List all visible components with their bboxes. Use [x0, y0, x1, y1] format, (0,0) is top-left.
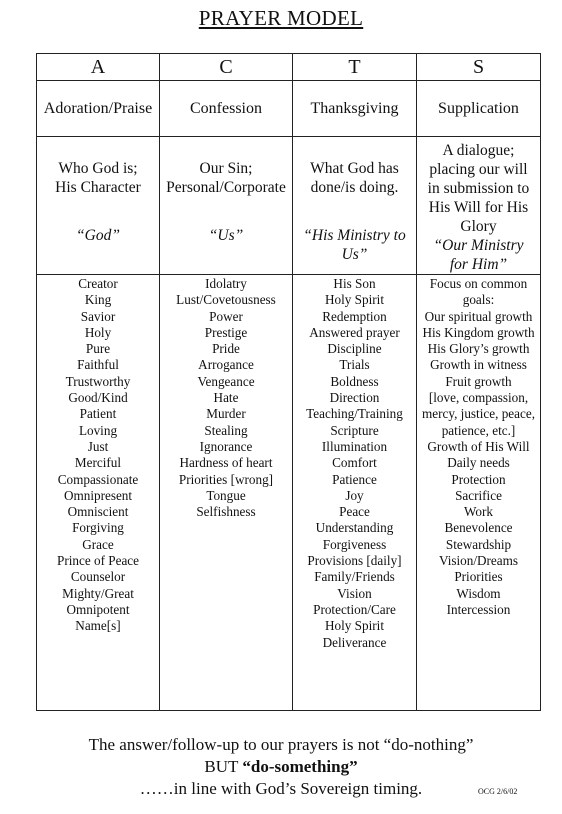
description-line: Our Sin; [199, 160, 253, 177]
list-item: Tongue [206, 487, 246, 503]
list-item: Good/Kind [68, 390, 128, 406]
headings-row [37, 81, 541, 137]
list-item: Family/Friends [314, 569, 395, 585]
list-item: [love, compassion, mercy, justice, peace, patience, etc.] [421, 390, 535, 438]
list-item: Omnipresent [63, 487, 133, 503]
list-item: Forgiving [72, 520, 124, 536]
list-item: Pure [85, 341, 111, 357]
description-adoration [37, 137, 160, 275]
list-item: Our spiritual growth [424, 308, 533, 324]
heading-confession: Confession [160, 81, 293, 137]
list-item: Ignorance [199, 438, 253, 454]
list-item: Teaching/Training [306, 406, 403, 422]
list-item: Growth of His Will [427, 438, 530, 454]
description-line: placing our will [429, 161, 528, 178]
list-item: Sacrifice [455, 487, 502, 503]
letter-cell-s: S [417, 54, 541, 81]
list-item: Compassionate [57, 471, 139, 487]
footer-line-2-emphasis: “do-something” [242, 757, 358, 776]
list-item: Name[s] [75, 618, 121, 634]
description-line: What God has [310, 160, 399, 177]
description-tag: “Our Ministry for Him” [433, 237, 524, 273]
list-item: Direction [329, 390, 380, 406]
description-line: His Character [55, 179, 141, 196]
page-title: PRAYER MODEL [198, 6, 364, 30]
description-line: in submission to [427, 180, 530, 197]
list-item: Vision/Dreams [438, 553, 519, 569]
list-item: Patience [332, 471, 377, 487]
description-thanksgiving [293, 137, 417, 275]
list-item: Selfishness [196, 504, 256, 520]
list-item: Redemption [322, 308, 387, 324]
list-item: Savior [80, 308, 116, 324]
list-item: Fruit growth [445, 373, 512, 389]
list-item: Holy [84, 324, 112, 340]
list-item: Omniscient [67, 504, 129, 520]
list-item: Arrogance [198, 357, 254, 373]
list-item: Deliverance [322, 634, 387, 650]
list-item: Trustworthy [65, 373, 131, 389]
list-item: Mighty/Great [62, 585, 134, 601]
items-adoration [37, 275, 160, 711]
list-item: Stewardship [445, 536, 512, 552]
heading-adoration: Adoration/Praise [37, 81, 160, 137]
list-item: Creator [78, 276, 118, 291]
description-row [37, 137, 541, 275]
list-item: Priorities [454, 569, 503, 585]
heading-thanksgiving: Thanksgiving [293, 81, 417, 137]
list-item: His Kingdom growth [422, 324, 535, 340]
description-tag: “Us” [208, 227, 244, 244]
description-line: His Will for His [428, 199, 529, 216]
items-thanksgiving [293, 275, 417, 711]
letter-cell-t: T [293, 54, 417, 81]
list-item: Prestige [204, 324, 248, 340]
list-item: Vision [337, 585, 372, 601]
list-item: Understanding [315, 520, 394, 536]
list-item: Wisdom [456, 585, 501, 601]
list-item: Patient [79, 406, 117, 422]
list-item: Forgiveness [322, 536, 387, 552]
list-item: Power [209, 308, 243, 324]
description-line: Who God is; [58, 160, 138, 177]
list-item: Just [87, 438, 109, 454]
list-item: Grace [82, 536, 114, 552]
list-item: Stealing [204, 422, 248, 438]
acts-table [36, 53, 541, 711]
description-line: A dialogue; [442, 142, 515, 159]
list-item: Focus on common goals: [429, 276, 528, 308]
list-item: Joy [345, 487, 364, 503]
list-item: Lust/Covetousness [176, 292, 276, 308]
list-item: Omnipotent [66, 601, 130, 617]
list-item: Intercession [446, 601, 511, 617]
letters-row [37, 54, 541, 81]
list-item: Comfort [332, 455, 377, 471]
list-item: Holy Spirit [325, 618, 384, 634]
list-item: Peace [339, 504, 370, 520]
list-item: Scripture [330, 422, 379, 438]
letter-cell-c: C [160, 54, 293, 81]
heading-supplication: Supplication [417, 81, 541, 137]
description-confession [160, 137, 293, 275]
list-item: Merciful [74, 455, 122, 471]
footer-line-3: ……in line with God’s Sovereign timing. [139, 779, 423, 798]
list-item: Discipline [327, 341, 382, 357]
description-line: done/is doing. [310, 179, 399, 196]
list-item: Illumination [321, 438, 388, 454]
description-tag: “His Ministry to Us” [303, 227, 406, 263]
list-item: Idolatry [205, 276, 247, 291]
list-item: Pride [212, 341, 240, 357]
footer-line-1: The answer/follow-up to our prayers is not “do-nothing” [88, 735, 474, 754]
list-item: Holy Spirit [325, 292, 384, 308]
list-item: Daily needs [447, 455, 510, 471]
list-item: Benevolence [444, 520, 513, 536]
list-item: Trials [339, 357, 370, 373]
list-item: His Son [333, 276, 376, 291]
list-item: King [84, 292, 112, 308]
list-item: Protection [451, 471, 506, 487]
list-item: Answered prayer [309, 324, 400, 340]
items-row [37, 275, 541, 711]
description-line: Glory [460, 218, 497, 235]
list-item: Prince of Peace [56, 553, 140, 569]
list-item: Hardness of heart [179, 455, 273, 471]
list-item: Vengeance [197, 373, 255, 389]
description-tag: “God” [76, 227, 120, 244]
items-supplication [417, 275, 541, 711]
description-line: Personal/Corporate [166, 179, 286, 196]
description-supplication [417, 137, 541, 275]
letter-cell-a: A [37, 54, 160, 81]
list-item: Hate [213, 390, 239, 406]
list-item: Provisions [daily] [307, 553, 402, 569]
footer-line-2-prefix: BUT [204, 757, 243, 776]
items-confession [160, 275, 293, 711]
list-item: Priorities [wrong] [178, 471, 274, 487]
list-item: Protection/Care [313, 601, 396, 617]
list-item: Murder [206, 406, 246, 422]
list-item: Boldness [330, 373, 379, 389]
list-item: Faithful [77, 357, 119, 373]
date-stamp: OCG 2/6/02 [478, 787, 518, 796]
list-item: Work [464, 504, 493, 520]
list-item: Loving [78, 422, 118, 438]
footer-line-2 [0, 757, 562, 777]
list-item: Growth in witness [430, 357, 527, 373]
list-item: His Glory’s growth [427, 341, 530, 357]
list-item: Counselor [70, 569, 126, 585]
